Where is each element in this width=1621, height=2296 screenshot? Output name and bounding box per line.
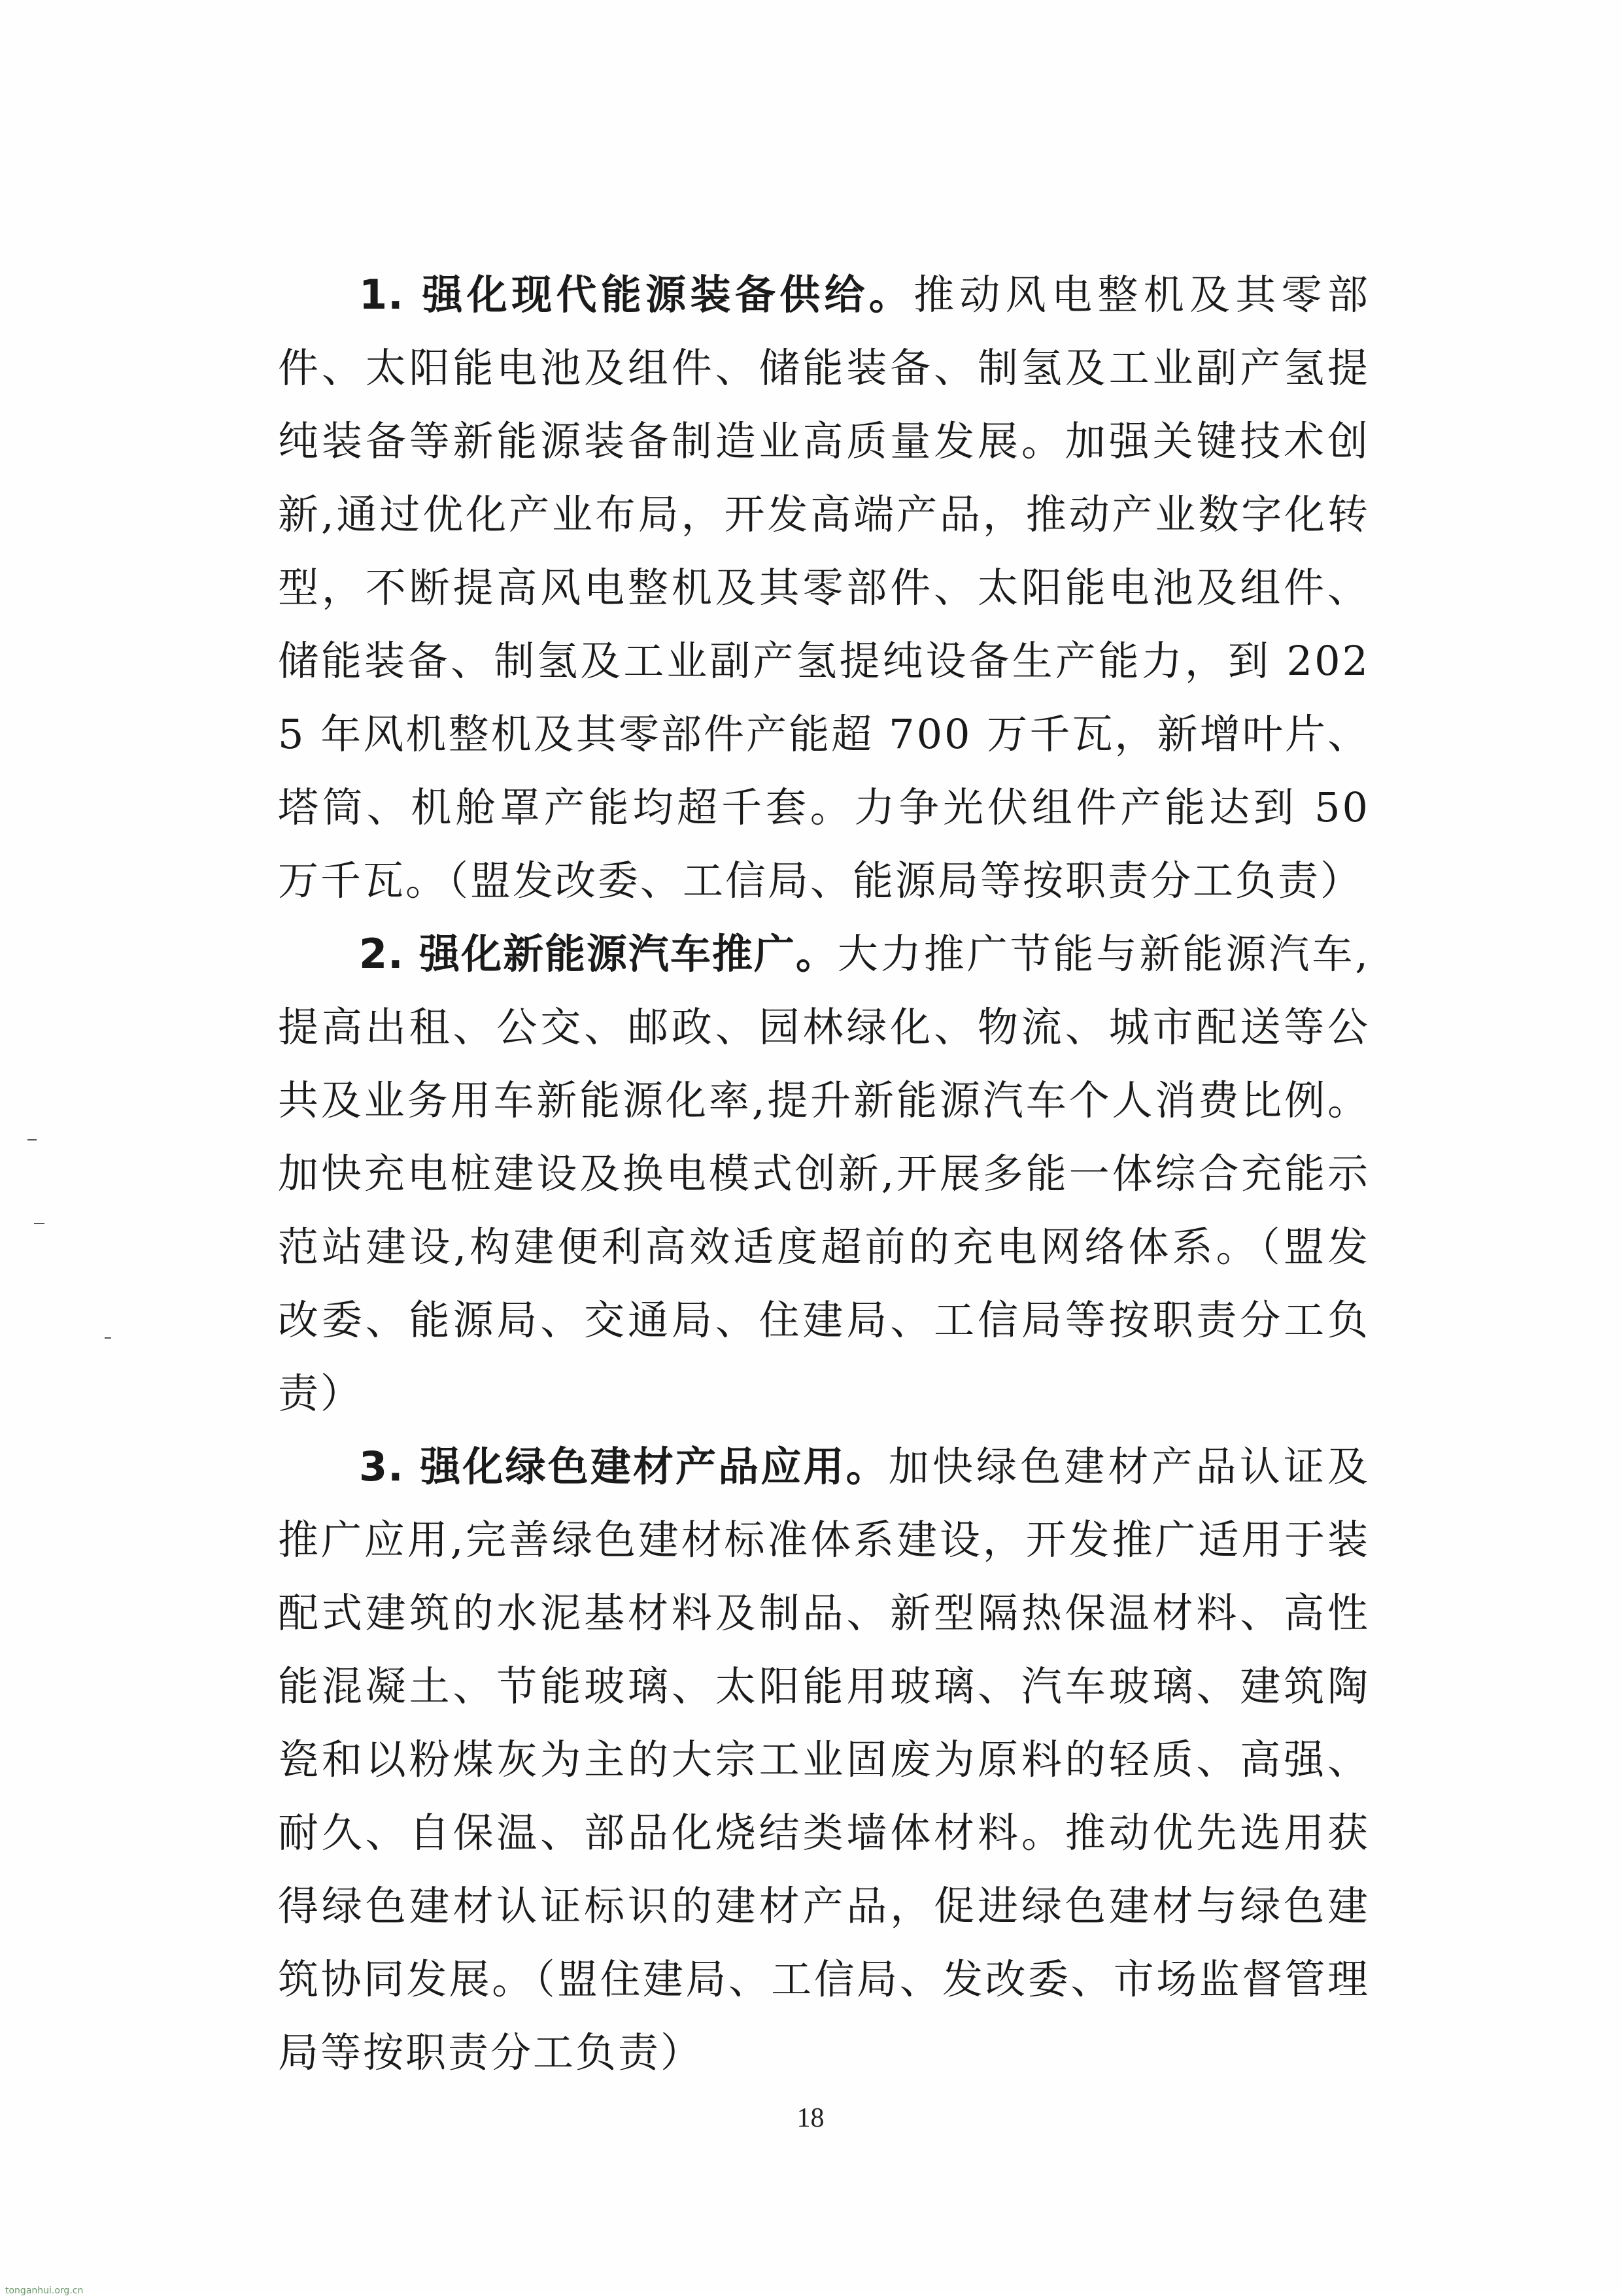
watermark: tonganhui.org.cn [5, 2286, 84, 2296]
paragraph-1-body: 推动风电整机及其零部件、太阳能电池及组件、储能装备、制氢及工业副产氢提纯装备等新能源装备制造业高质量发展。加强关键技术创新,通过优化产业布局，开发高端产品，推动产业数字化转型，不断提高风电整机及其零部件、太阳能电池及组件、储能装备、制氢及工业副产氢提纯设备生产能力，到 2025 年风机整机及其零部件产能超 700 万千瓦，新增叶片、塔筒、机舱罩产能均超千套。力争光伏组件产能达到 50 万千瓦。（盟发改委、工信局、能源局等按职责分工负责） [278, 271, 1370, 904]
document-body [278, 258, 1370, 2089]
scan-mark [105, 1337, 111, 1339]
page-number: 18 [796, 2103, 825, 2133]
paragraph-2-title: 2. 强化新能源汽车推广。 [359, 930, 838, 978]
paragraph-3-title: 3. 强化绿色建材产品应用。 [359, 1443, 889, 1490]
scan-mark [27, 1139, 37, 1140]
paragraph-1-title: 1. 强化现代能源装备供给。 [359, 271, 914, 318]
scan-mark [34, 1223, 44, 1224]
paragraph-3-body: 加快绿色建材产品认证及推广应用,完善绿色建材标准体系建设，开发推广适用于装配式建筑的水泥基材料及制品、新型隔热保温材料、高性能混凝土、节能玻璃、太阳能用玻璃、汽车玻璃、建筑陶瓷和以粉煤灰为主的大宗工业固废为原料的轻质、高强、耐久、自保温、部品化烧结类墙体材料。推动优先选用获得绿色建材认证标识的建材产品，促进绿色建材与绿色建筑协同发展。（盟住建局、工信局、发改委、市场监督管理局等按职责分工负责） [278, 1443, 1370, 2076]
paragraph-1 [278, 258, 1370, 917]
paragraph-3 [278, 1430, 1370, 2089]
paragraph-2 [278, 917, 1370, 1430]
paragraph-2-body: 大力推广节能与新能源汽车,提高出租、公交、邮政、园林绿化、物流、城市配送等公共及业务用车新能源化率,提升新能源汽车个人消费比例。加快充电桩建设及换电模式创新,开展多能一体综合充能示范站建设,构建便利高效适度超前的充电网络体系。（盟发改委、能源局、交通局、住建局、工信局等按职责分工负责） [278, 930, 1370, 1417]
